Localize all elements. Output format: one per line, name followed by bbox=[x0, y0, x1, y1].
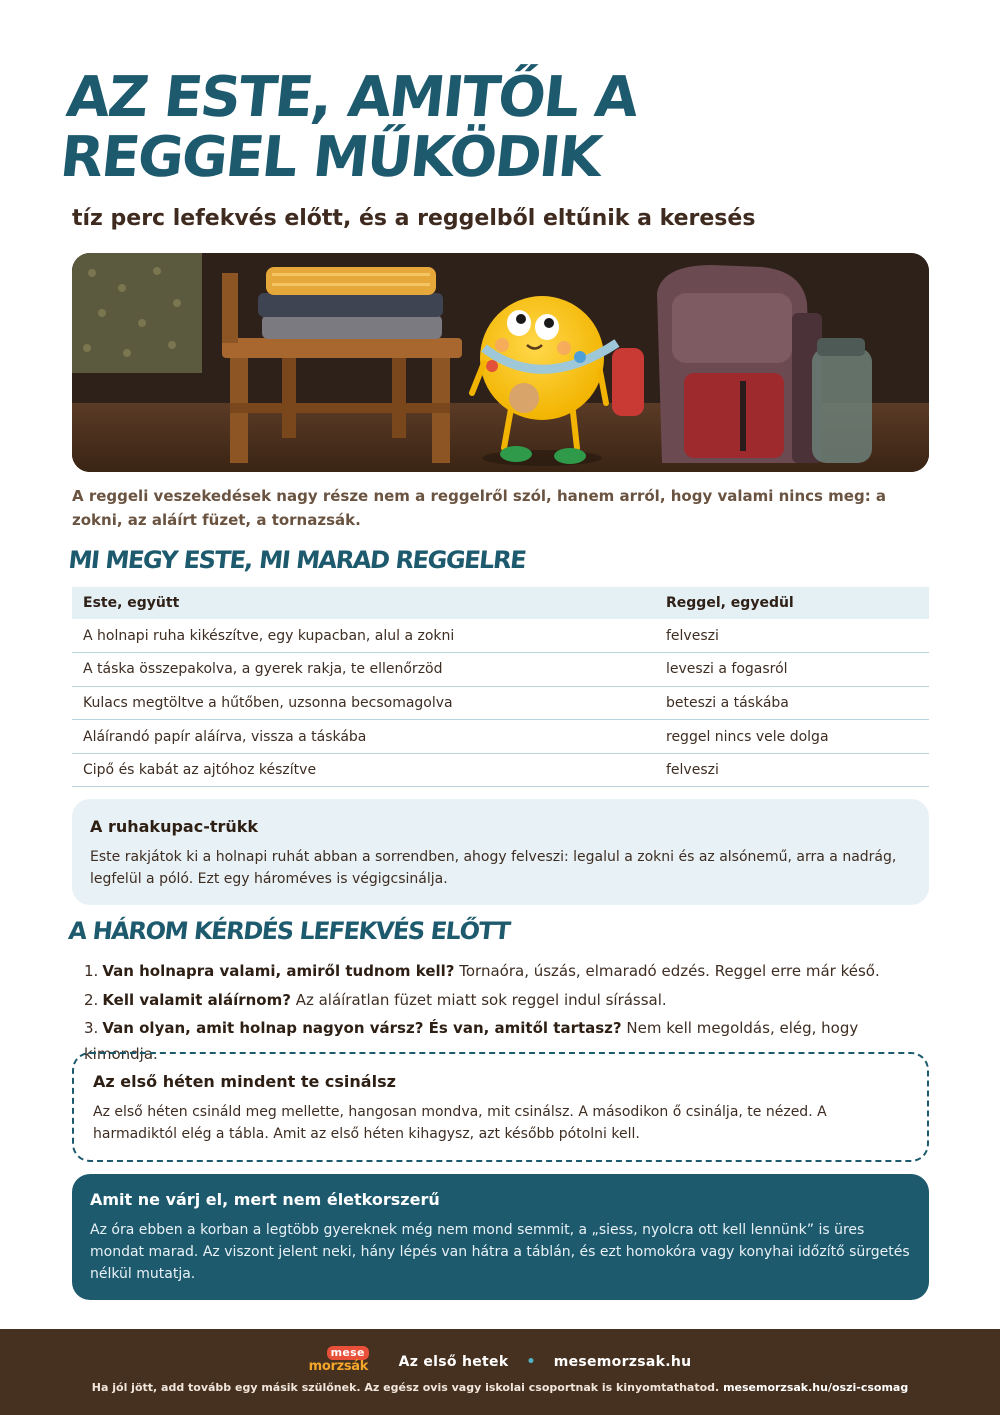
section-heading-three-questions: A HÁROM KÉRDÉS LEFEKVÉS ELŐTT bbox=[67, 917, 511, 945]
list-item bbox=[84, 1015, 934, 1064]
table-row bbox=[72, 653, 929, 687]
footer-site-link[interactable]: mesemorzsak.hu bbox=[553, 1354, 692, 1370]
table-cell-evening: Aláírandó papír aláírva, vissza a táskába bbox=[72, 720, 655, 754]
table-cell-morning: beteszi a táskába bbox=[655, 686, 929, 720]
list-item-question: Van holnapra valami, amiről tudnom kell? bbox=[102, 962, 455, 980]
list-item-text: Az aláíratlan füzet miatt sok reggel indul sírással. bbox=[290, 990, 667, 1009]
table-cell-evening: Kulacs megtöltve a hűtőben, uzsonna becsomagolva bbox=[72, 686, 655, 720]
list-item-number: 1. bbox=[84, 962, 99, 980]
list-item-text: Nem kell megoldás, elég, hogy kimondja. bbox=[84, 1019, 859, 1064]
column-header-evening: Este, együtt bbox=[72, 587, 655, 619]
list-item-question: Van olyan, amit holnap nagyon vársz? És van, amitől tartasz? bbox=[102, 1019, 622, 1038]
table-row bbox=[72, 753, 929, 787]
table-header-row bbox=[72, 587, 929, 619]
expectations-body: Az óra ebben a korban a legtöbb gyereknek még nem mond semmit, a „siess, nyolcra ott kell lennünk” is üres mondat marad. Az viszont jelent neki, hány lépés van hátra a táblán, és ezt homokóra vagy konyhai időzítő sürgetés nélkül mutatja. bbox=[90, 1222, 910, 1282]
footer-note-text: Ha jól jött, add tovább egy másik szülőnek. Az egész ovis vagy iskolai csoportnak is kinyomtathatod. bbox=[91, 1381, 720, 1394]
list-item bbox=[84, 987, 934, 1016]
tip-box-body: Este rakjátok ki a holnapi ruhát abban a sorrendben, ahogy felveszi: legalul a zokni és az alsónemű, arra a nadrág, legfelül a póló. Ezt egy hároméves is végigcsinálja. bbox=[90, 849, 897, 887]
page-footer bbox=[0, 1329, 1000, 1415]
list-item-number: 2. bbox=[84, 990, 99, 1009]
table-cell-morning: reggel nincs vele dolga bbox=[655, 720, 929, 754]
list-item-number: 3. bbox=[84, 1019, 99, 1038]
table-cell-morning: leveszi a fogasról bbox=[655, 653, 929, 687]
footer-note bbox=[0, 1381, 1000, 1394]
mesemorzsak-logo bbox=[309, 1346, 381, 1378]
tip-box-clothes-pile bbox=[72, 799, 929, 905]
section-heading-evening-morning: MI MEGY ESTE, MI MARAD REGGELRE bbox=[67, 546, 527, 574]
footer-separator: • bbox=[526, 1354, 536, 1370]
table-cell-evening: A táska összepakolva, a gyerek rakja, te ellenőrzöd bbox=[72, 653, 655, 687]
table-row bbox=[72, 619, 929, 653]
table-cell-evening: A holnapi ruha kikészítve, egy kupacban, alul a zokni bbox=[72, 619, 655, 653]
list-item-question: Kell valamit aláírnom? bbox=[102, 990, 291, 1009]
tip-box-title: A ruhakupac-trükk bbox=[90, 817, 259, 836]
intro-paragraph: A reggeli veszekedések nagy része nem a reggelről szól, hanem arról, hogy valami nincs meg: a zokni, az aláírt füzet, a tornazsák. bbox=[72, 487, 887, 529]
expectations-box bbox=[72, 1174, 929, 1300]
footer-series-label: Az első hetek bbox=[398, 1354, 509, 1370]
logo-top-text: mese bbox=[327, 1346, 369, 1360]
logo-bottom-text: morzsák bbox=[308, 1359, 369, 1374]
expectations-title: Amit ne várj el, mert nem életkorszerű bbox=[90, 1190, 440, 1209]
hero-illustration bbox=[72, 253, 929, 472]
table-cell-morning: felveszi bbox=[655, 753, 929, 787]
footer-note-link[interactable]: mesemorzsak.hu/oszi-csomag bbox=[723, 1381, 909, 1394]
list-item-text: Tornaóra, úszás, elmaradó edzés. Reggel erre már késő. bbox=[454, 962, 880, 980]
footer-brand-row bbox=[0, 1345, 1000, 1379]
first-week-box bbox=[72, 1052, 929, 1162]
table-row bbox=[72, 686, 929, 720]
table-row bbox=[72, 720, 929, 754]
first-week-body: Az első héten csináld meg mellette, hangosan mondva, mit csinálsz. A másodikon ő csinálja, te nézed. A harmadiktól elég a tábla. Amit az első héten kihagysz, azt később pótolni kell. bbox=[93, 1104, 827, 1142]
column-header-morning: Reggel, egyedül bbox=[655, 587, 929, 619]
table-cell-morning: felveszi bbox=[655, 619, 929, 653]
first-week-title: Az első héten mindent te csinálsz bbox=[93, 1072, 396, 1091]
three-questions-list bbox=[84, 958, 934, 1064]
list-item bbox=[84, 958, 934, 987]
page-title: AZ ESTE, AMITŐL A REGGEL MŰKÖDIK bbox=[57, 65, 640, 190]
table-cell-evening: Cipő és kabát az ajtóhoz készítve bbox=[72, 753, 655, 787]
hero-scene-image bbox=[72, 253, 929, 472]
evening-morning-table bbox=[72, 587, 929, 787]
page-subtitle: tíz perc lefekvés előtt, és a reggelből eltűnik a keresés bbox=[72, 206, 756, 231]
